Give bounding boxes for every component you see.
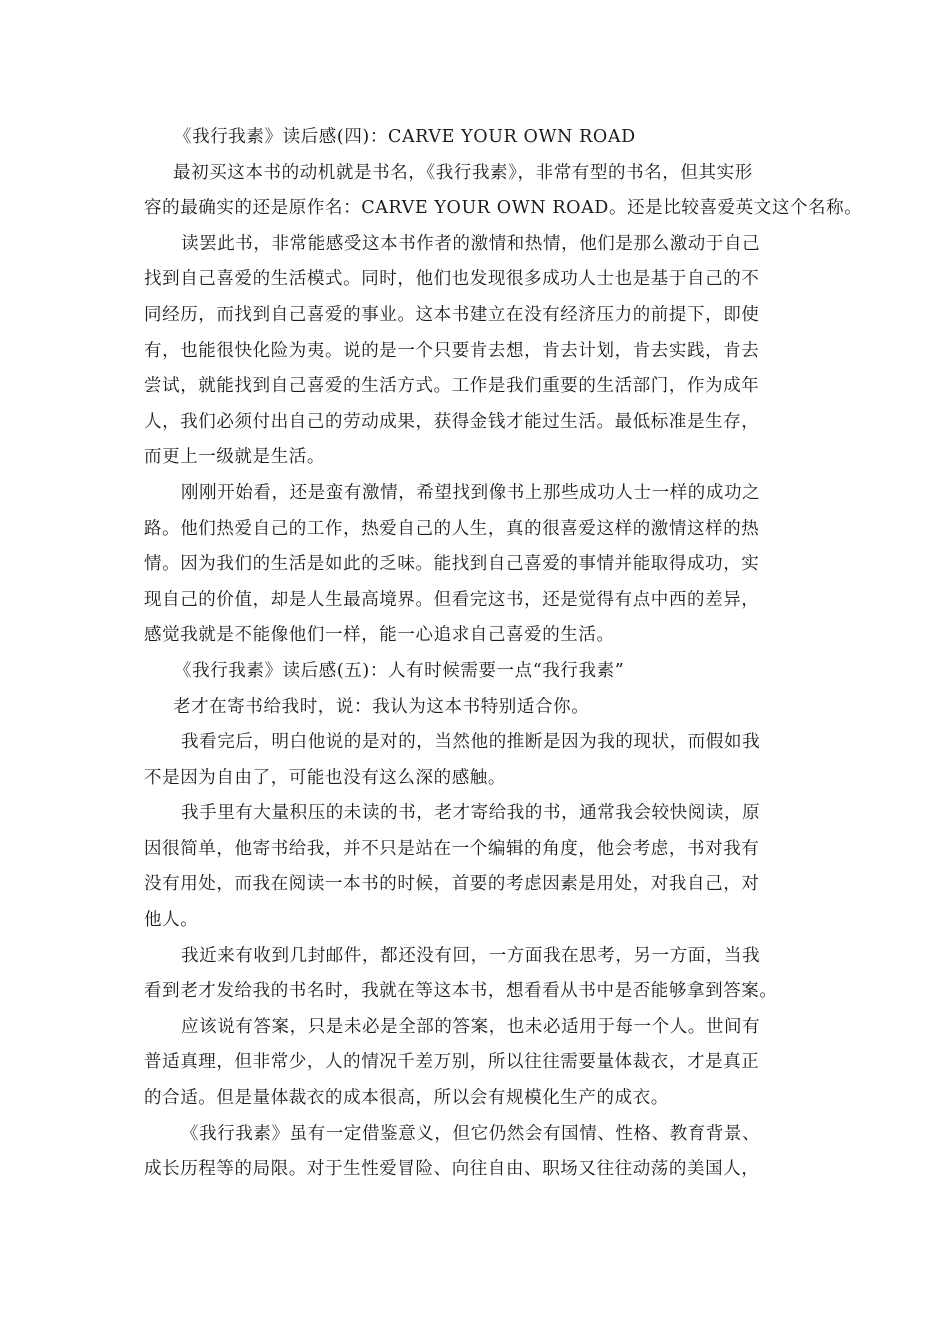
document-body [144, 120, 863, 1188]
paragraph-line: 我近来有收到几封邮件，都还没有回，一方面我在思考，另一方面，当我 [181, 945, 761, 966]
paragraph-line: 我看完后，明白他说的是对的，当然他的推断是因为我的现状，而假如我 [181, 732, 761, 753]
paragraph-line: 而更上一级就是生活。 [144, 447, 325, 468]
section-title-4: 《我行我素》读后感(四)：CARVE YOUR OWN ROAD [174, 127, 636, 147]
paragraph-line: 容的最确实的还是原作名：CARVE YOUR OWN ROAD。还是比较喜爱英文这个名称。 [144, 198, 863, 219]
paragraph-line: 因很简单，他寄书给我，并不只是站在一个编辑的角度，他会考虑，书对我有 [144, 838, 760, 859]
paragraph-line: 《我行我素》虽有一定借鉴意义，但它仍然会有国情、性格、教育背景、 [181, 1123, 761, 1144]
paragraph-line: 成长历程等的局限。对于生性爱冒险、向往自由、职场又往往动荡的美国人， [144, 1159, 760, 1180]
paragraph-line: 情。因为我们的生活是如此的乏味。能找到自己喜爱的事情并能取得成功，实 [144, 554, 760, 575]
paragraph-line: 同经历，而找到自己喜爱的事业。这本书建立在没有经济压力的前提下，即使 [144, 304, 760, 325]
paragraph-line: 找到自己喜爱的生活模式。同时，他们也发现很多成功人士也是基于自己的不 [144, 269, 760, 290]
paragraph-line: 看到老才发给我的书名时，我就在等这本书，想看看从书中是否能够拿到答案。 [144, 981, 778, 1002]
paragraph-line: 不是因为自由了，可能也没有这么深的感触。 [144, 767, 506, 788]
paragraph-line: 应该说有答案，只是未必是全部的答案，也未必适用于每一个人。世间有 [181, 1016, 761, 1037]
paragraph-line: 读罢此书，非常能感受这本书作者的激情和热情，他们是那么激动于自己 [181, 233, 761, 254]
paragraph-line: 尝试，就能找到自己喜爱的生活方式。工作是我们重要的生活部门，作为成年 [144, 376, 760, 397]
paragraph-line: 我手里有大量积压的未读的书，老才寄给我的书，通常我会较快阅读，原 [181, 803, 761, 824]
paragraph-line: 路。他们热爱自己的工作，热爱自己的人生，真的很喜爱这样的激情这样的热 [144, 518, 760, 539]
paragraph-line: 感觉我就是不能像他们一样，能一心追求自己喜爱的生活。 [144, 625, 615, 646]
paragraph-line: 没有用处，而我在阅读一本书的时候，首要的考虑因素是用处，对我自己，对 [144, 874, 760, 895]
paragraph-line: 的合适。但是量体裁衣的成本很高，所以会有规模化生产的成衣。 [144, 1088, 669, 1109]
section-title-5: 《我行我素》读后感(五)：人有时候需要一点“我行我素” [174, 660, 625, 681]
paragraph-line: 他人。 [144, 910, 199, 931]
paragraph-line: 老才在寄书给我时，说：我认为这本书特别适合你。 [173, 696, 590, 717]
paragraph-line: 人，我们必须付出自己的劳动成果，获得金钱才能过生活。最低标准是生存， [144, 411, 760, 432]
paragraph-line: 有，也能很快化险为夷。说的是一个只要肯去想，肯去计划，肯去实践，肯去 [144, 340, 760, 361]
paragraph-line: 普适真理，但非常少，人的情况千差万别，所以往往需要量体裁衣，才是真正 [144, 1052, 760, 1073]
paragraph-line: 刚刚开始看，还是蛮有激情，希望找到像书上那些成功人士一样的成功之 [181, 482, 761, 503]
paragraph-line: 最初买这本书的动机就是书名，《我行我素》，非常有型的书名，但其实形 [173, 162, 753, 183]
paragraph-line: 现自己的价值，却是人生最高境界。但看完这书，还是觉得有点中西的差异， [144, 589, 760, 610]
